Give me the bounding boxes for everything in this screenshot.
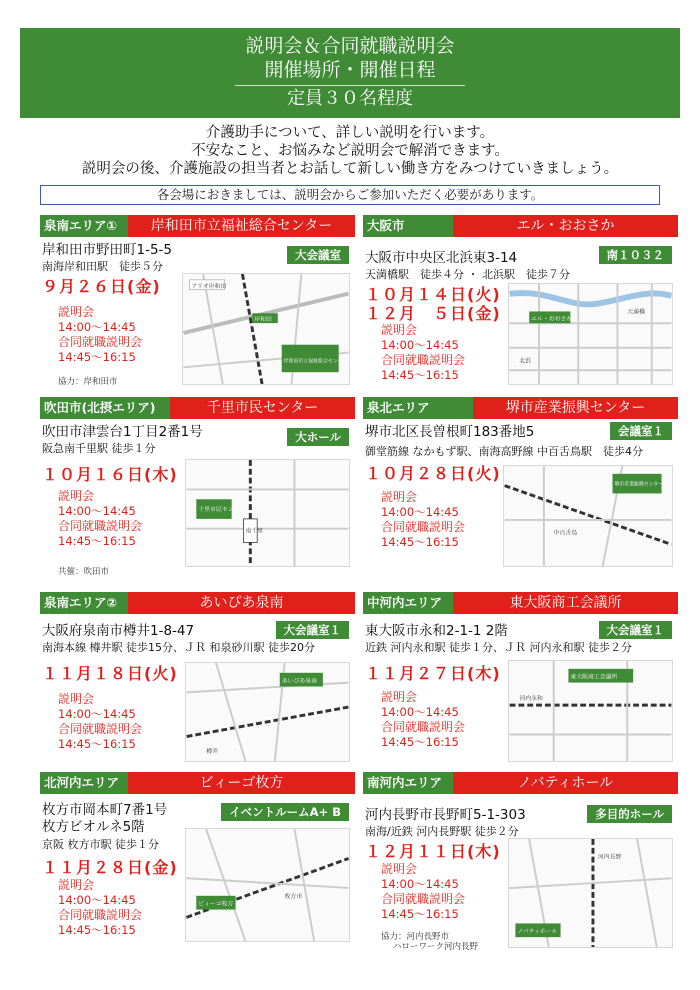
schedule-time: 14:00～14:45 [381,505,459,519]
schedule-label: 合同就職説明会 [58,908,143,922]
map-graphic [186,829,349,941]
map-label: 樽井 [206,749,219,756]
map-label: 中百舌鳥 [553,530,578,537]
card-header [363,215,678,237]
map-label: エル・おおさか [531,316,573,323]
venue-name: エル・おおさか [453,215,678,237]
map-graphic [504,466,672,566]
access: 南海本線 樽井駅 徒歩15分、ＪＲ 和泉砂川駅 徒歩20分 [42,641,315,654]
area-label: 大阪市 [363,215,453,237]
room-badge: 南１０３２ [599,246,673,264]
schedule-time: 14:45～16:15 [381,535,459,549]
event-card [363,215,678,385]
schedule-time: 14:45～16:15 [58,923,136,937]
card-header [40,592,355,614]
schedule-time: 14:45～16:15 [58,737,136,751]
event-date-2: １２月 ５日(金) [365,304,501,323]
schedule-label: 合同就職説明会 [381,520,466,534]
event-card [40,397,355,577]
address: 岸和田市野田町1-5-5 [42,242,173,258]
schedule-time: 14:45～16:15 [381,368,459,382]
schedule-time: 14:00～14:45 [381,338,459,352]
venue-name: ノバティホール [453,772,678,794]
schedule-label: 説明会 [381,490,418,504]
map-label: 岸和田市立福祉総合センター [283,358,348,365]
schedule [58,305,142,365]
area-label: 吹田市(北摂エリア) [40,397,170,419]
card-header [363,397,678,419]
event-date: １１月１８日(火) [42,664,178,683]
schedule-label: 合同就職説明会 [58,335,143,349]
schedule-label: 合同就職説明会 [58,722,143,736]
map-graphic [186,663,349,761]
schedule-label: 説明会 [58,489,95,503]
schedule-time: 14:45～16:15 [381,735,459,749]
venue-name: 東大阪商工会議所 [453,592,678,614]
room-badge: イベントルームA+ B [221,803,349,821]
event-date: ９月２６日(金) [42,277,161,296]
schedule-time: 14:45～16:15 [58,534,136,548]
area-label: 泉北エリア [363,397,473,419]
intro-text [20,124,680,178]
cooperation-note: 協力：河内長野市 [381,932,450,942]
header-title: 説明会＆合同就職説明会 [245,35,455,57]
event-date: １２月１１日(木) [365,842,501,861]
map-label: 堺市産業振興センター [614,481,664,488]
schedule-label: 説明会 [381,690,418,704]
notice-box: 各会場におきましては、説明会からご参加いただく必要があります。 [40,185,660,205]
map-graphic [509,839,672,947]
map-graphic [509,284,672,384]
event-card [363,592,678,762]
event-card [40,592,355,762]
schedule [58,692,142,752]
header-banner [20,28,680,118]
schedule-label: 説明会 [381,323,418,337]
schedule-time: 14:00～14:45 [381,877,459,891]
venue-map [508,838,673,948]
address: 河内長野市長野町5-1-303 [365,807,526,823]
schedule [58,489,142,549]
schedule [381,862,465,922]
venue-name: 千里市民センター [170,397,355,419]
address: 堺市北区長曽根町183番地5 [365,424,535,440]
event-date: １１月２７日(木) [365,664,501,683]
schedule [381,490,465,550]
map-label: 天満橋 [627,309,645,316]
room-badge: 多目的ホール [587,805,672,823]
intro-line: 説明会の後、介護施設の担当者とお話して新しい働き方をみつけていきましょう。 [81,161,619,177]
venue-name: ビィーゴ枚方 [128,772,355,794]
address: 大阪市中央区北浜東3-14 [365,250,518,266]
venue-name: 岸和田市立福祉総合センター [128,215,355,237]
map-label: 枚方市 [284,893,303,900]
event-card [363,772,678,952]
header-capacity: 定員３０名程度 [235,85,465,110]
map-label: 河内長野 [597,854,622,861]
venue-map [185,662,350,762]
header-subtitle: 開催場所・開催日程 [264,59,436,81]
schedule [58,878,142,938]
map-label: 北浜 [519,358,532,365]
map-graphic [183,274,349,384]
venue-map [185,459,350,567]
room-badge: 大会議室１ [599,621,673,639]
schedule-time: 14:00～14:45 [58,320,136,334]
cooperation-note-2: ハローワーク河内長野 [393,942,479,952]
area-label: 泉南エリア① [40,215,128,237]
map-label: アリオ岸和田 [191,283,227,290]
event-date: １０月２８日(火) [365,464,501,483]
schedule [381,690,465,750]
schedule-time: 14:00～14:45 [381,705,459,719]
venue-map [508,283,673,385]
schedule-time: 14:45～16:15 [58,350,136,364]
schedule-time: 14:45～16:15 [381,907,459,921]
schedule-label: 説明会 [58,305,95,319]
room-badge: 大会議室１ [276,621,350,639]
event-date: １０月１４日(火) [365,285,501,304]
address: 吹田市津雲台1丁目2番1号 [42,424,203,440]
cooperation-note: 協力：岸和田市 [58,377,118,387]
event-card [363,397,678,567]
card-header [40,215,355,237]
map-label: 東大阪商工会議所 [570,674,618,681]
card-header [363,592,678,614]
schedule-time: 14:00～14:45 [58,707,136,721]
event-card [40,215,355,385]
area-label: 北河内エリア [40,772,128,794]
map-label: ノバティホール [517,929,558,936]
map-graphic [509,661,672,761]
venue-map [182,273,350,385]
area-label: 中河内エリア [363,592,453,614]
access: 近鉄 河内永和駅 徒歩１分、ＪＲ 河内永和駅 徒歩２分 [365,641,632,654]
schedule [381,323,465,383]
schedule-label: 説明会 [381,862,418,876]
map-label: 岸和田 [254,317,272,324]
access: 天満橋駅 徒歩４分 ・ 北浜駅 徒歩７分 [365,268,570,281]
address-2: 枚方ビオルネ5階 [42,819,145,835]
address: 枚方市岡本町7番1号 [42,802,168,818]
map-graphic [186,460,349,566]
schedule-label: 説明会 [58,878,95,892]
card-header [363,772,678,794]
map-label: 千里市民センター [198,507,246,514]
map-label: 河内永和 [519,696,543,703]
event-date: １１月２８日(金) [42,858,178,877]
schedule-label: 合同就職説明会 [381,720,466,734]
card-header [40,772,355,794]
access: 京阪 枚方市駅 徒歩１分 [42,838,159,851]
area-label: 南河内エリア [363,772,453,794]
event-card [40,772,355,942]
venue-name: あいぴあ泉南 [128,592,355,614]
room-badge: 大会議室 [287,246,349,264]
schedule-label: 合同就職説明会 [58,519,143,533]
schedule-label: 説明会 [58,692,95,706]
address: 大阪府泉南市樽井1-8-47 [42,623,195,639]
venue-map [185,828,350,942]
access: 南海/近鉄 河内長野駅 徒歩２分 [365,825,519,838]
intro-line: 不安なこと、お悩みなど説明会で解消できます。 [191,143,509,159]
schedule-time: 14:00～14:45 [58,504,136,518]
map-label: 南千里 [245,528,264,535]
venue-map [508,660,673,762]
address: 東大阪市永和2-1-1 2階 [365,623,508,639]
schedule-time: 14:00～14:45 [58,893,136,907]
schedule-label: 合同就職説明会 [381,892,466,906]
intro-line: 介護助手について、詳しい説明を行います。 [205,125,495,141]
event-date: １０月１６日(木) [42,465,178,484]
area-label: 泉南エリア② [40,592,128,614]
schedule-label: 合同就職説明会 [381,353,466,367]
map-label: ビィーゴ枚方 [198,901,234,908]
card-header [40,397,355,419]
room-badge: 会議室１ [610,422,672,440]
map-label: あいぴあ泉南 [281,678,317,685]
access: 阪急南千里駅 徒歩１分 [42,442,156,455]
room-badge: 大ホール [287,428,349,446]
access: 南海岸和田駅 徒歩５分 [42,260,163,273]
cosponsor-note: 共催：吹田市 [58,567,110,577]
venue-map [503,465,673,567]
access: 御堂筋線 なかもず駅、南海高野線 中百舌鳥駅 徒歩4分 [365,445,643,458]
venue-name: 堺市産業振興センター [473,397,678,419]
